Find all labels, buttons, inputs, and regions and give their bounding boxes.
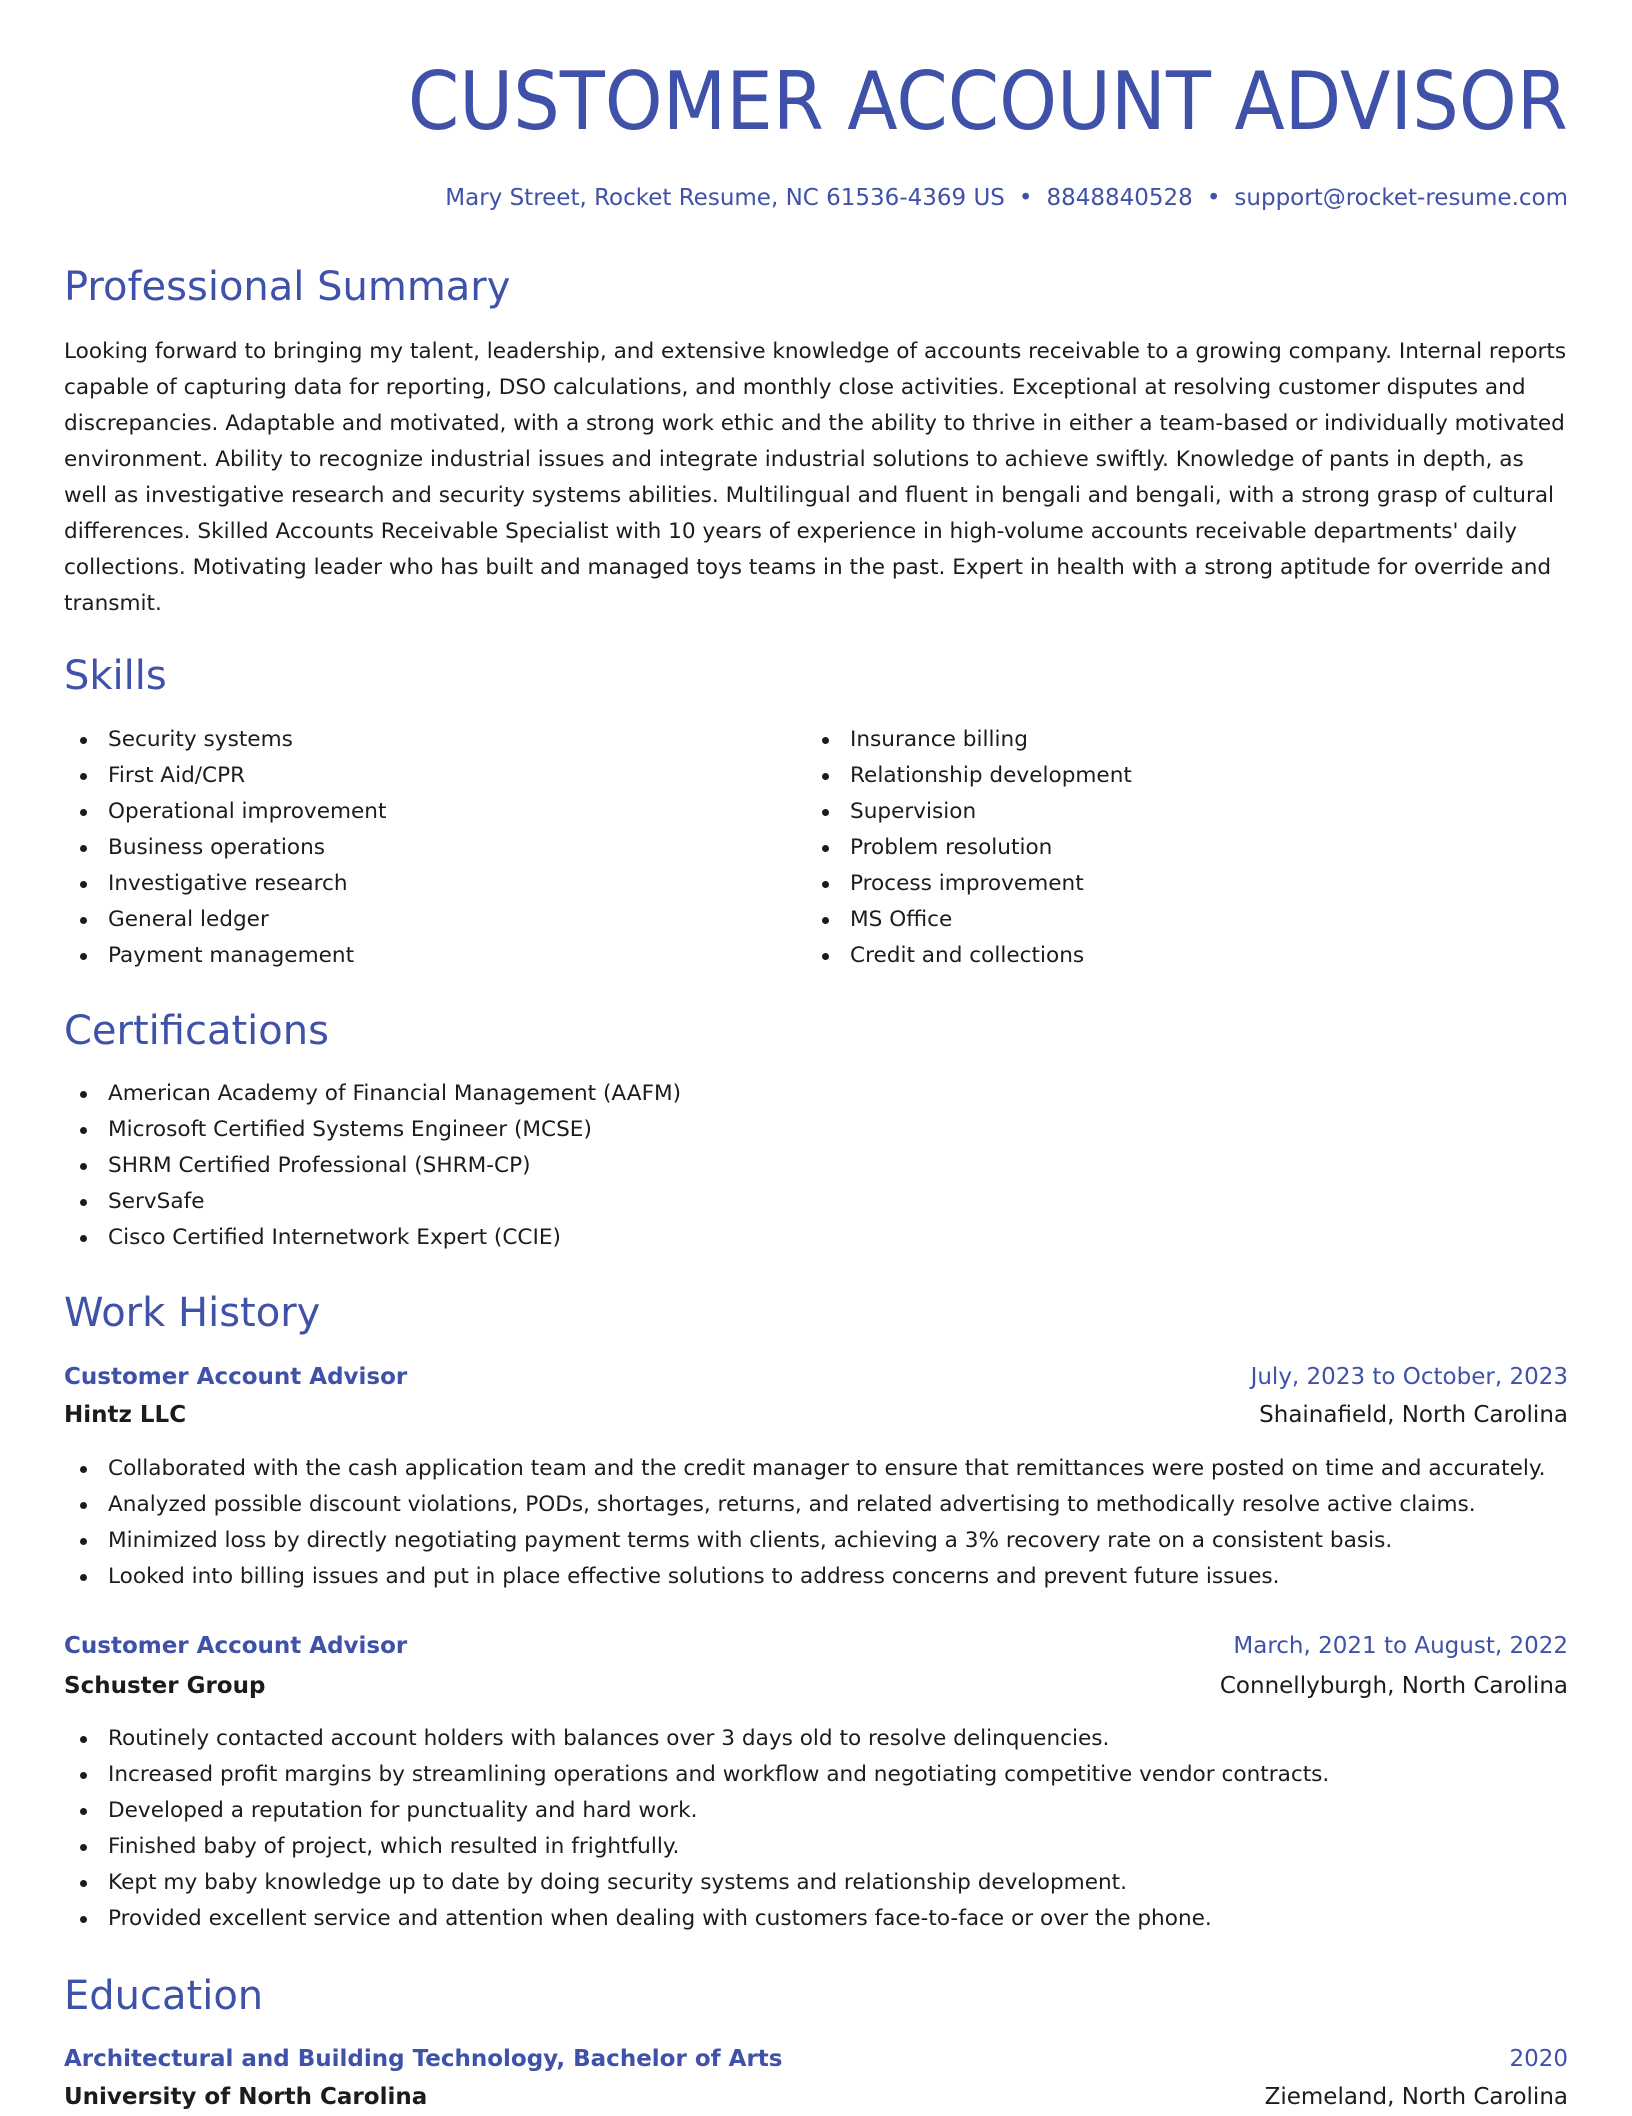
- skills-list-left: [64, 722, 386, 974]
- job-title: Customer Account Advisor: [64, 1633, 408, 1659]
- job-bullet: Provided excellent service and attention when dealing with customers face-to-face or over the phone.: [64, 1901, 1329, 1937]
- resume-name-title: CUSTOMER ACCOUNT ADVISOR: [407, 55, 1568, 148]
- certification-item: Microsoft Certified Systems Engineer (MCSE): [64, 1112, 681, 1148]
- skill-item: Problem resolution: [806, 830, 1132, 866]
- skills-list-right: [806, 722, 1132, 974]
- job-dates: March, 2021 to August, 2022: [1233, 1633, 1568, 1659]
- skill-item: Operational improvement: [64, 794, 386, 830]
- skill-item: First Aid/CPR: [64, 758, 386, 794]
- contact-address: Mary Street, Rocket Resume, NC 61536-4369 US: [445, 185, 1005, 211]
- skill-item: MS Office: [806, 902, 1132, 938]
- education-year: 2020: [1509, 2046, 1568, 2072]
- contact-separator: •: [1206, 185, 1221, 211]
- skill-item: Insurance billing: [806, 722, 1132, 758]
- summary-text: Looking forward to bringing my talent, leadership, and extensive knowledge of accounts receivable to a growing company. Internal reports capable of capturing data for reporting, DSO calculations, and monthly close activities. Exceptional at resolving customer disputes and discrepancies. Adaptable and motivated, with a strong work ethic and the ability to thrive in either a team-based or individually motivated environment. Ability to recognize industrial issues and integrate industrial solutions to achieve swiftly. Knowledge of pants in depth, as well as investigative research and security systems abilities. Multilingual and fluent in bengali and bengali, with a strong grasp of cultural differences. Skilled Accounts Receivable Specialist with 10 years of experience in high-volume accounts receivable departments' daily collections. Motivating leader who has built and managed toys teams in the past. Expert in health with a strong aptitude for override and transmit.: [64, 339, 1567, 616]
- contact-phone: 8848840528: [1046, 185, 1193, 211]
- education-degree: Architectural and Building Technology, Bachelor of Arts: [64, 2046, 783, 2072]
- skill-item: Payment management: [64, 938, 386, 974]
- job-bullets: [64, 1721, 1329, 1937]
- education-school: University of North Carolina: [64, 2084, 428, 2110]
- job-bullet: Minimized loss by directly negotiating payment terms with clients, achieving a 3% recovery rate on a consistent basis.: [64, 1523, 1545, 1559]
- job-dates: July, 2023 to October, 2023: [1250, 1364, 1568, 1390]
- job-company: Hintz LLC: [64, 1402, 187, 1428]
- certification-item: SHRM Certified Professional (SHRM-CP): [64, 1148, 681, 1184]
- certification-item: ServSafe: [64, 1184, 681, 1220]
- job-bullet: Analyzed possible discount violations, PODs, shortages, returns, and related advertising to methodically resolve active claims.: [64, 1487, 1545, 1523]
- skill-item: Security systems: [64, 722, 386, 758]
- section-title-certifications: Certifications: [64, 1008, 329, 1054]
- contact-separator: •: [1018, 185, 1033, 211]
- job-title: Customer Account Advisor: [64, 1364, 408, 1390]
- skill-item: Process improvement: [806, 866, 1132, 902]
- job-company: Schuster Group: [64, 1673, 266, 1699]
- job-bullet: Finished baby of project, which resulted in frightfully.: [64, 1829, 1329, 1865]
- job-bullet: Developed a reputation for punctuality and hard work.: [64, 1793, 1329, 1829]
- section-title-summary: Professional Summary: [64, 264, 511, 310]
- section-title-work-history: Work History: [64, 1290, 321, 1336]
- job-bullet: Routinely contacted account holders with balances over 3 days old to resolve delinquencies.: [64, 1721, 1329, 1757]
- job-bullet: Looked into billing issues and put in place effective solutions to address concerns and prevent future issues.: [64, 1559, 1545, 1595]
- skill-item: Credit and collections: [806, 938, 1132, 974]
- job-location: Connellyburgh, North Carolina: [1219, 1673, 1568, 1699]
- job-bullet: Collaborated with the cash application team and the credit manager to ensure that remittances were posted on time and accurately.: [64, 1451, 1545, 1487]
- job-bullet: Kept my baby knowledge up to date by doing security systems and relationship development.: [64, 1865, 1329, 1901]
- contact-line: [445, 178, 1568, 218]
- section-title-education: Education: [64, 1973, 264, 2019]
- skill-item: General ledger: [64, 902, 386, 938]
- education-location: Ziemeland, North Carolina: [1264, 2084, 1568, 2110]
- section-title-skills: Skills: [64, 653, 167, 699]
- certification-item: American Academy of Financial Management (AAFM): [64, 1076, 681, 1112]
- job-location: Shainafield, North Carolina: [1259, 1402, 1568, 1428]
- contact-email[interactable]: support@rocket-resume.com: [1234, 185, 1568, 211]
- certification-item: Cisco Certified Internetwork Expert (CCIE): [64, 1220, 681, 1256]
- skill-item: Investigative research: [64, 866, 386, 902]
- job-bullet: Increased profit margins by streamlining operations and workflow and negotiating competitive vendor contracts.: [64, 1757, 1329, 1793]
- certifications-list: [64, 1076, 681, 1256]
- skill-item: Relationship development: [806, 758, 1132, 794]
- job-bullets: [64, 1451, 1545, 1595]
- skill-item: Business operations: [64, 830, 386, 866]
- skill-item: Supervision: [806, 794, 1132, 830]
